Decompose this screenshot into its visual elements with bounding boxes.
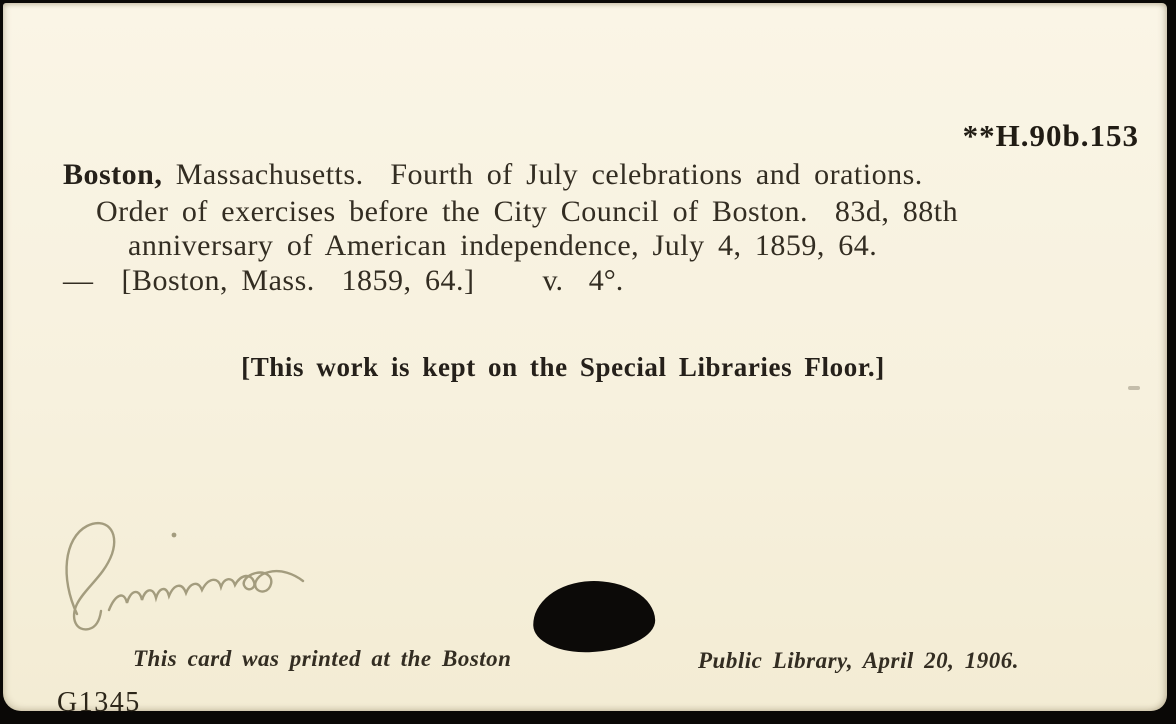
signature-pencil-strokes [47, 516, 319, 644]
entry-heading-name: Boston, [63, 158, 163, 191]
ink-blot [532, 579, 656, 654]
accession-number: G1345 [57, 687, 141, 718]
footer-right-text: Public Library, April 20, 1906. [698, 648, 1020, 673]
catalog-card [3, 3, 1167, 718]
entry-heading-line [63, 158, 923, 192]
entry-heading-rest: Massachusetts. Fourth of July celebrations and orations. [162, 158, 923, 191]
entry-line-3: anniversary of American independence, July 4, 1859, 64. [128, 229, 878, 262]
collation: v. 4°. [542, 264, 624, 297]
repeat-dash: — [63, 264, 94, 297]
special-libraries-note: [This work is kept on the Special Libraries Floor.] [241, 352, 885, 382]
entry-imprint-line [63, 264, 623, 298]
call-number: **H.90b.153 [962, 118, 1139, 153]
entry-line-2: Order of exercises before the City Council of Boston. 83d, 88th [96, 195, 959, 228]
handwritten-signature [47, 516, 319, 644]
footer-left-text: This card was printed at the Boston [133, 646, 512, 671]
scan-smudge [1128, 386, 1140, 390]
printed-footer [3, 646, 1167, 724]
imprint: [Boston, Mass. 1859, 64.] [121, 264, 475, 297]
